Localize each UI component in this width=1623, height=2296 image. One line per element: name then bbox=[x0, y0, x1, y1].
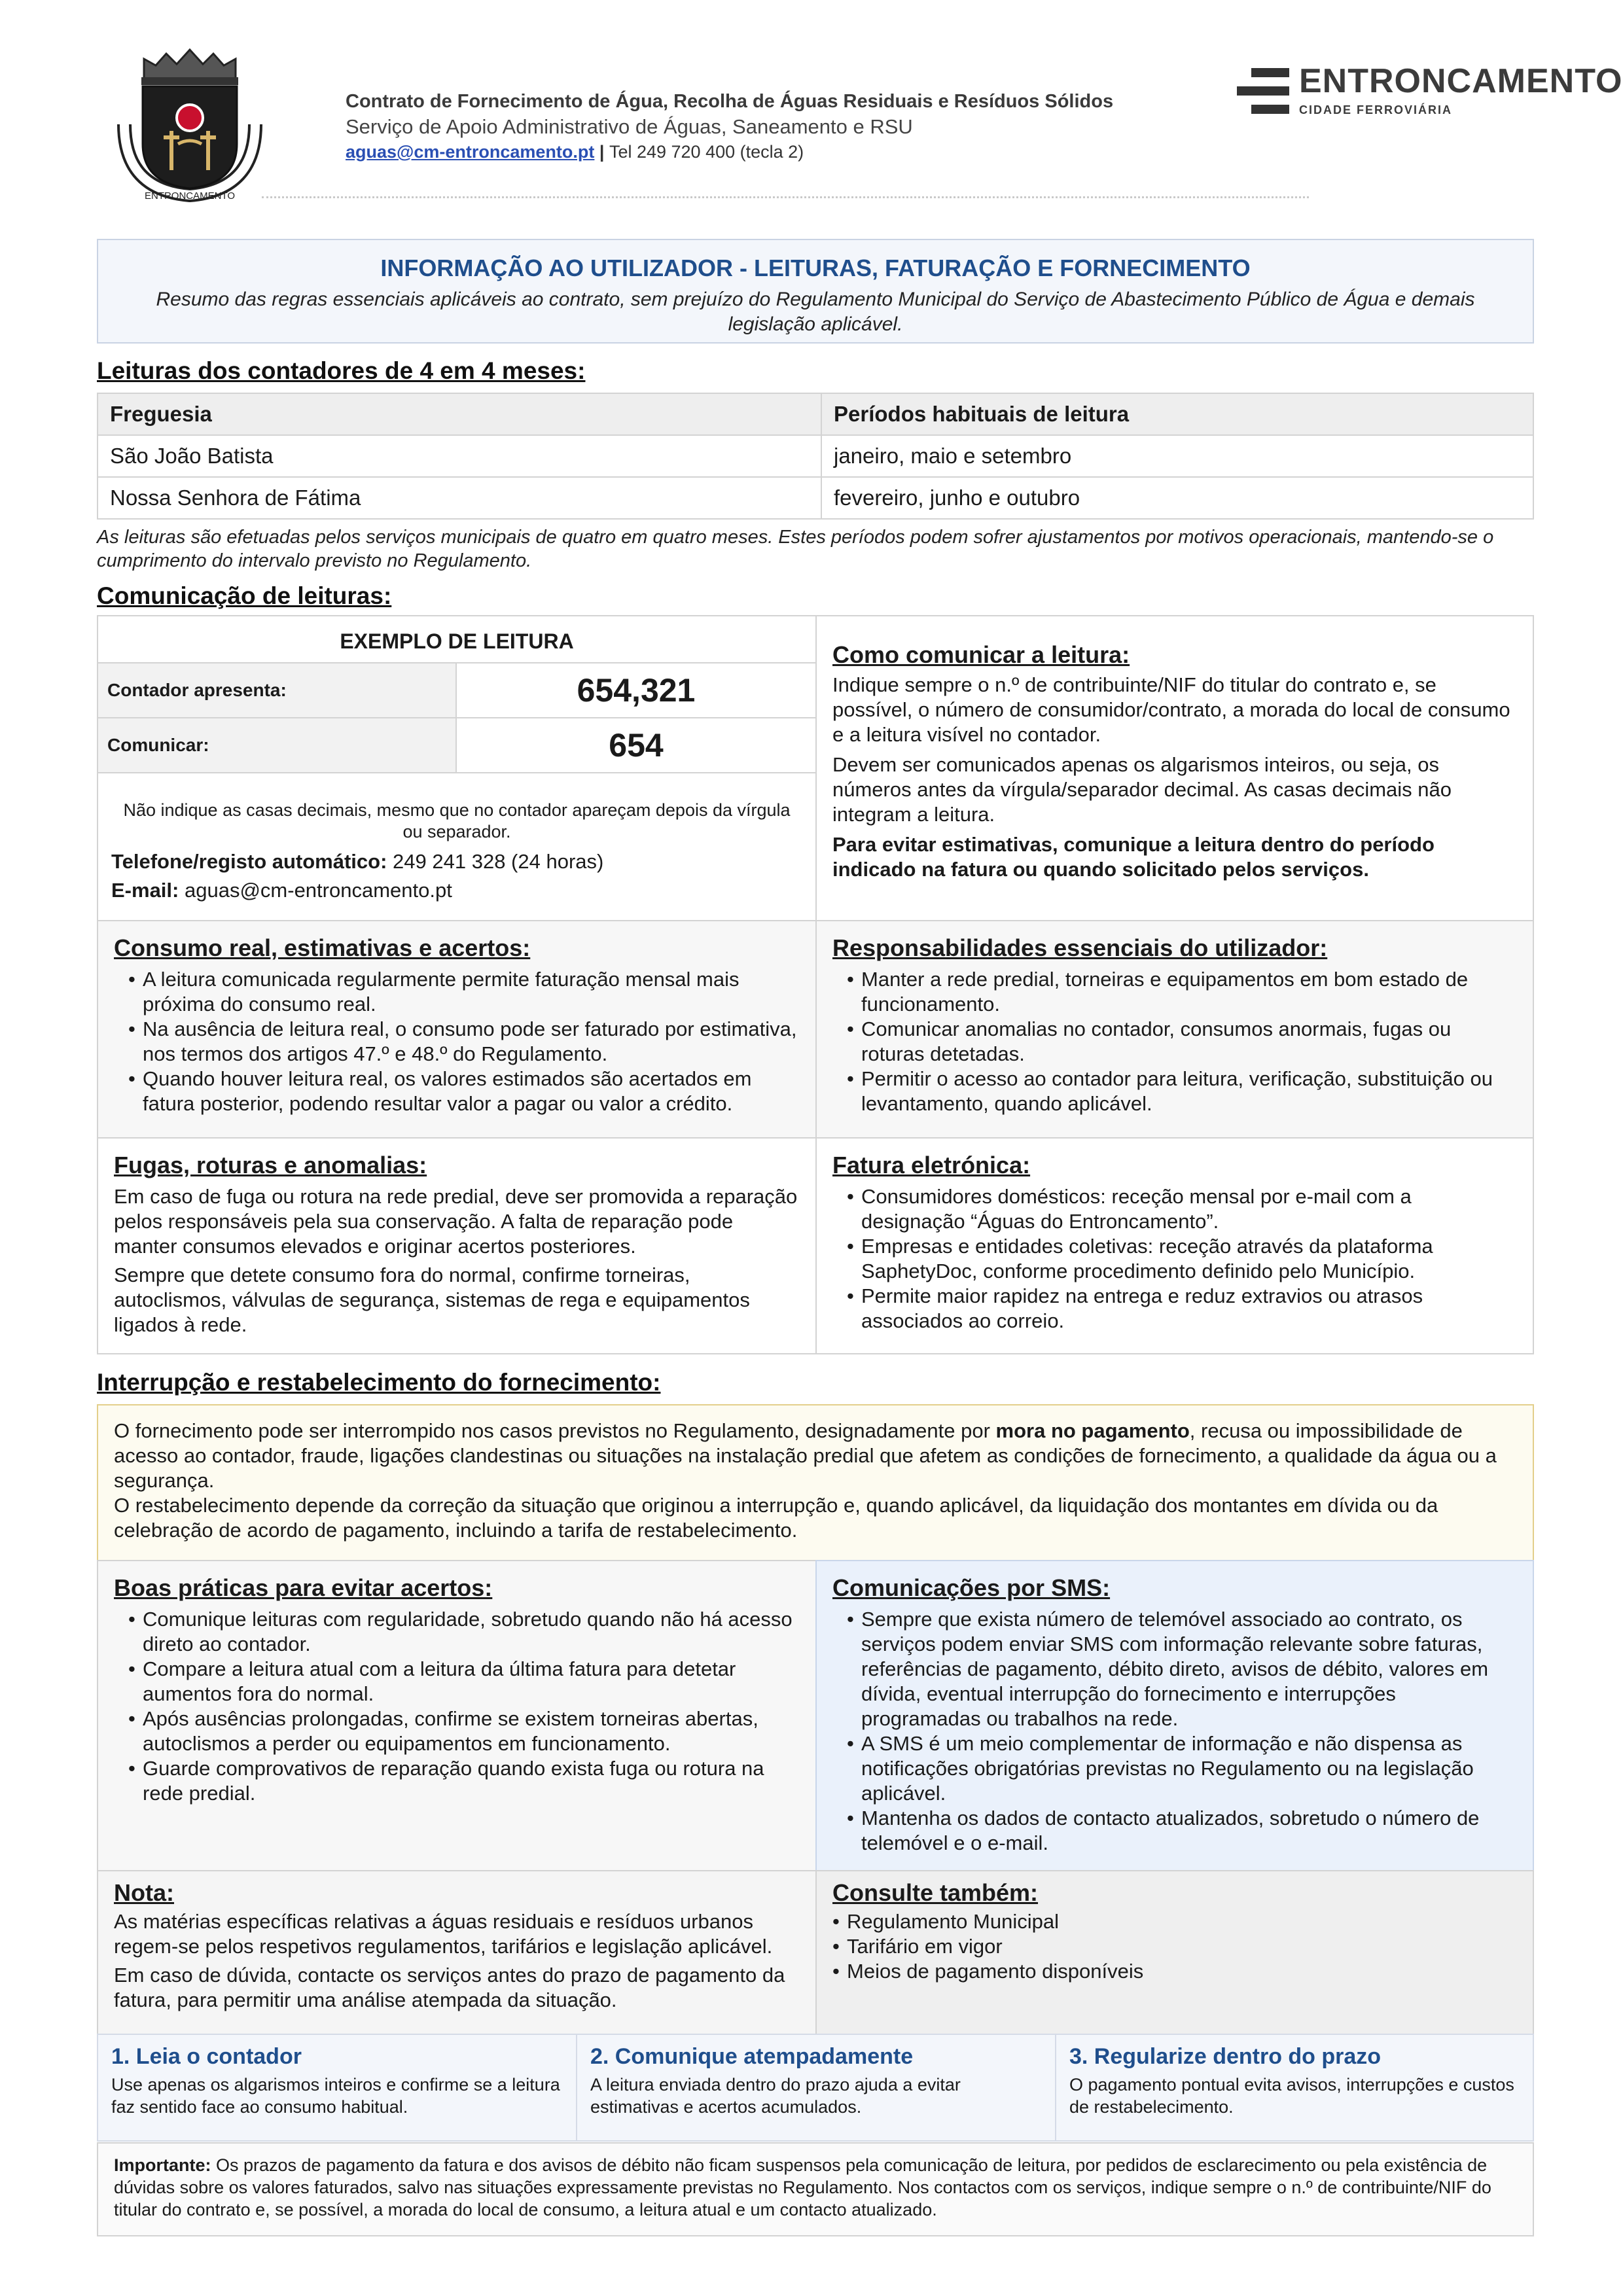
header-text-block bbox=[346, 89, 1131, 164]
see-also-heading: Consulte também: bbox=[832, 1879, 1039, 1906]
list-item: • Na ausência de leitura real, o consumo pode ser faturado por estimativa, nos termos dos artigos 47.º e 48.º do Regulamento. bbox=[128, 1017, 800, 1067]
communication-divider bbox=[815, 615, 817, 921]
header-separator: | bbox=[594, 142, 609, 162]
step-description: O pagamento pontual evita avisos, interrupções e custos de restabelecimento. bbox=[1069, 2075, 1514, 2117]
see-also-item-tariff[interactable]: • Tarifário em vigor bbox=[832, 1934, 1517, 1959]
page-title: INFORMAÇÃO AO UTILIZADOR - LEITURAS, FATURAÇÃO E FORNECIMENTO bbox=[380, 255, 1251, 281]
step-title: 3. Regularize dentro do prazo bbox=[1069, 2044, 1382, 2069]
leaks-content bbox=[98, 1139, 815, 1356]
important-label: Importante: bbox=[114, 2155, 211, 2175]
consumption-heading: Consumo real, estimativas e acertos: bbox=[114, 934, 531, 961]
responsibilities-content bbox=[817, 921, 1533, 1131]
note-heading: Nota: bbox=[114, 1879, 174, 1906]
brand-subtitle: CIDADE FERROVIÁRIA bbox=[1299, 103, 1453, 116]
meter-value: 654,321 bbox=[577, 672, 696, 709]
leaks-heading: Fugas, roturas e anomalias: bbox=[114, 1152, 427, 1178]
interruption-paragraph: O restabelecimento depende da correção da situação que originou a interrupção e, quando aplicável, da liquidação dos montantes em dívida ou da celebração de acordo de pagamento, incluindo a tarifa de restabelecimento. bbox=[114, 1494, 1438, 1542]
how-paragraph: Devem ser comunicados apenas os algarismos inteiros, ou seja, os números antes da vírgula/separador decimal. As casas decimais não integram a leitura. bbox=[832, 753, 1452, 826]
header-contacts bbox=[346, 140, 1131, 164]
step-communicate bbox=[576, 2034, 1056, 2142]
step-description: A leitura enviada dentro do prazo ajuda a evitar estimativas e acertos acumulados. bbox=[590, 2075, 961, 2117]
parish-cell: São João Batista bbox=[98, 435, 821, 477]
sms-content bbox=[817, 1561, 1533, 1870]
see-also-item-regulation[interactable]: • Regulamento Municipal bbox=[832, 1909, 1517, 1934]
good-practices-heading: Boas práticas para evitar acertos: bbox=[114, 1574, 493, 1601]
interruption-panel bbox=[97, 1404, 1534, 1561]
email-label: E-mail: bbox=[111, 879, 179, 902]
step-read-meter bbox=[97, 2034, 577, 2142]
step-title: 2. Comunique atempadamente bbox=[590, 2044, 914, 2069]
responsibilities-heading: Responsabilidades essenciais do utilizador: bbox=[832, 934, 1328, 961]
consumption-content bbox=[98, 921, 815, 1131]
important-notice bbox=[97, 2142, 1534, 2236]
list-item: • Sempre que exista número de telemóvel associado ao contrato, os serviços podem enviar SMS com informação relevante sobre faturas, referências de pagamento, débito direto, avisos de débito, valores em dívida, eventual interrupção do fornecimento e interrupções programadas ou trabalhos na rede. bbox=[847, 1607, 1517, 1731]
good-practices-content bbox=[98, 1561, 815, 1820]
list-item: • Quando houver leitura real, os valores estimados são acertados em fatura posterior, podendo resultar valor a pagar ou valor a crédito. bbox=[128, 1067, 800, 1116]
readings-note: As leituras são efetuadas pelos serviços municipais de quatro em quatro meses. Estes períodos podem sofrer ajustamentos por motivos operacionais, mantendo-se o cumprimento do intervalo previsto no Regulamento. bbox=[97, 527, 1494, 571]
table-header-row bbox=[98, 393, 1533, 435]
example-title: EXEMPLO DE LEITURA bbox=[340, 629, 574, 653]
list-item: • Empresas e entidades coletivas: receção através da plataforma SaphetyDoc, conforme procedimento definido pelo Município. bbox=[847, 1234, 1517, 1284]
list-item: • Guarde comprovativos de reparação quando exista fuga ou rotura na rede predial. bbox=[128, 1756, 800, 1806]
table-row bbox=[98, 477, 1533, 519]
interruption-emphasis: mora no pagamento bbox=[995, 1419, 1190, 1442]
important-text: Os prazos de pagamento da fatura e dos avisos de débito não ficam suspensos pela comunicação de leitura, por pedidos de esclarecimento ou pela existência de dúvidas sobre os valores faturados, salvo nas situações expressamente previstas no Regulamento. Nos contactos com os serviços, indique sempre o n.º de contribuinte/NIF do titular do contrato e, se possível, a morada do local de consumo, a leitura atual e um contacto atualizado. bbox=[114, 2155, 1491, 2219]
how-emphasis: Para evitar estimativas, comunique a leitura dentro do período indicado na fatura ou quando solicitado pelos serviços. bbox=[832, 833, 1435, 881]
readings-heading: Leituras dos contadores de 4 em 4 meses: bbox=[97, 357, 586, 384]
municipal-crest-logo bbox=[111, 39, 268, 206]
meter-label: Contador apresenta: bbox=[98, 663, 457, 717]
service-name: Serviço de Apoio Administrativo de Águas, Saneamento e RSU bbox=[346, 115, 913, 138]
list-item: • Permite maior rapidez na entrega e reduz extravios ou atrasos associados ao correio. bbox=[847, 1284, 1517, 1333]
readings-table bbox=[97, 393, 1534, 520]
see-also-content bbox=[817, 1871, 1533, 1998]
step-description: Use apenas os algarismos inteiros e confirme se a leitura faz sentido face ao consumo habitual. bbox=[111, 2075, 560, 2117]
communication-heading: Comunicação de leituras: bbox=[97, 582, 392, 609]
list-item: • A SMS é um meio complementar de informação e não dispensa as notificações obrigatórias previstas no Regulamento ou na legislação aplicável. bbox=[847, 1731, 1517, 1806]
list-item: • A leitura comunicada regularmente permite faturação mensal mais próxima do consumo real. bbox=[128, 967, 800, 1017]
period-cell: janeiro, maio e setembro bbox=[821, 435, 1533, 477]
decimals-note: Não indique as casas decimais, mesmo que no contador apareçam depois da vírgula ou separador. bbox=[123, 800, 791, 841]
leaks-paragraph: Sempre que detete consumo fora do normal, confirme torneiras, autoclismos, válvulas de segurança, sistemas de rega e equipamentos ligados à rede. bbox=[114, 1263, 750, 1336]
interruption-heading: Interrupção e restabelecimento do fornecimento: bbox=[97, 1369, 661, 1396]
einvoice-heading: Fatura eletrónica: bbox=[832, 1152, 1031, 1178]
list-item: • Compare a leitura atual com a leitura da última fatura para detetar aumentos fora do normal. bbox=[128, 1657, 800, 1706]
page-subtitle: Resumo das regras essenciais aplicáveis ao contrato, sem prejuízo do Regulamento Municipal do Serviço de Abastecimento Público de Água e demais legislação aplicável. bbox=[156, 289, 1475, 335]
how-paragraph: Indique sempre o n.º de contribuinte/NIF do titular do contrato e, se possível, o número de consumidor/contrato, a morada do local de consumo e a leitura visível no contador. bbox=[832, 673, 1510, 746]
example-report-row bbox=[98, 717, 815, 773]
header-divider bbox=[262, 196, 1309, 198]
list-item: • Comunicar anomalias no contador, consumos anormais, fugas ou roturas detetadas. bbox=[847, 1017, 1517, 1067]
crest-ribbon-text: ENTRONCAMENTO bbox=[144, 190, 236, 202]
period-cell: fevereiro, junho e outubro bbox=[821, 477, 1533, 519]
list-item: • Permitir o acesso ao contador para leitura, verificação, substituição ou levantamento, quando aplicável. bbox=[847, 1067, 1517, 1116]
list-item: • Manter a rede predial, torneiras e equipamentos em bom estado de funcionamento. bbox=[847, 967, 1517, 1017]
report-value: 654 bbox=[609, 727, 664, 764]
sms-heading: Comunicações por SMS: bbox=[832, 1574, 1111, 1601]
column-header-period: Períodos habituais de leitura bbox=[821, 393, 1533, 435]
list-item: • Comunique leituras com regularidade, sobretudo quando não há acesso direto ao contador. bbox=[128, 1607, 800, 1657]
how-heading: Como comunicar a leitura: bbox=[832, 641, 1130, 668]
interruption-paragraph: O fornecimento pode ser interrompido nos casos previstos no Regulamento, designadamente por mora no pagamento, recusa ou impossibilidade de acesso ao contador, fraude, ligações clandestinas ou situações na instalação predial que afetem as condições de fornecimento, a qualidade da água ou a segurança. bbox=[114, 1419, 1497, 1492]
title-panel bbox=[97, 239, 1534, 344]
leaks-paragraph: Em caso de fuga ou rotura na rede predial, deve ser promovida a reparação pelos responsáveis pela sua conservação. A falta de reparação pode manter consumos elevados e originar acertos posteriores. bbox=[114, 1185, 798, 1258]
example-meter-row bbox=[98, 662, 815, 717]
list-item: • Consumidores domésticos: receção mensal por e-mail com a designação “Águas do Entroncamento”. bbox=[847, 1184, 1517, 1234]
table-row bbox=[98, 435, 1533, 477]
note-content bbox=[98, 1871, 815, 2031]
phone-label: Telefone/registo automático: bbox=[111, 850, 387, 873]
list-item: • Mantenha os dados de contacto atualizados, sobretudo o número de telemóvel e o e-mail. bbox=[847, 1806, 1517, 1856]
step-regularize bbox=[1055, 2034, 1534, 2142]
see-also-item-payment[interactable]: • Meios de pagamento disponíveis bbox=[832, 1959, 1517, 1984]
parish-cell: Nossa Senhora de Fátima bbox=[98, 477, 821, 519]
email-value[interactable]: aguas@cm-entroncamento.pt bbox=[184, 879, 452, 902]
note-paragraph: Em caso de dúvida, contacte os serviços antes do prazo de pagamento da fatura, para permitir uma análise atempada da situação. bbox=[114, 1964, 785, 2011]
contract-title: Contrato de Fornecimento de Água, Recolha de Águas Residuais e Resíduos Sólidos bbox=[346, 91, 1114, 112]
brand-mark-icon bbox=[1237, 65, 1289, 124]
list-item: • Após ausências prolongadas, confirme se existem torneiras abertas, autoclismos a perder ou equipamentos em funcionamento. bbox=[128, 1706, 800, 1756]
phone-value: 249 241 328 (24 horas) bbox=[393, 850, 604, 873]
header-email-link[interactable]: aguas@cm-entroncamento.pt bbox=[346, 142, 595, 162]
einvoice-content bbox=[817, 1139, 1533, 1348]
reading-contacts bbox=[111, 847, 805, 905]
how-to-communicate bbox=[832, 643, 1520, 887]
brand-name: ENTRONCAMENTO bbox=[1299, 62, 1623, 100]
report-label: Comunicar: bbox=[98, 718, 457, 772]
step-title: 1. Leia o contador bbox=[111, 2044, 302, 2069]
note-paragraph: As matérias específicas relativas a águas residuais e resíduos urbanos regem-se pelos respetivos regulamentos, tarifários e legislação aplicável. bbox=[114, 1910, 773, 1958]
header-phone: Tel 249 720 400 (tecla 2) bbox=[609, 142, 804, 162]
column-header-parish: Freguesia bbox=[98, 393, 821, 435]
